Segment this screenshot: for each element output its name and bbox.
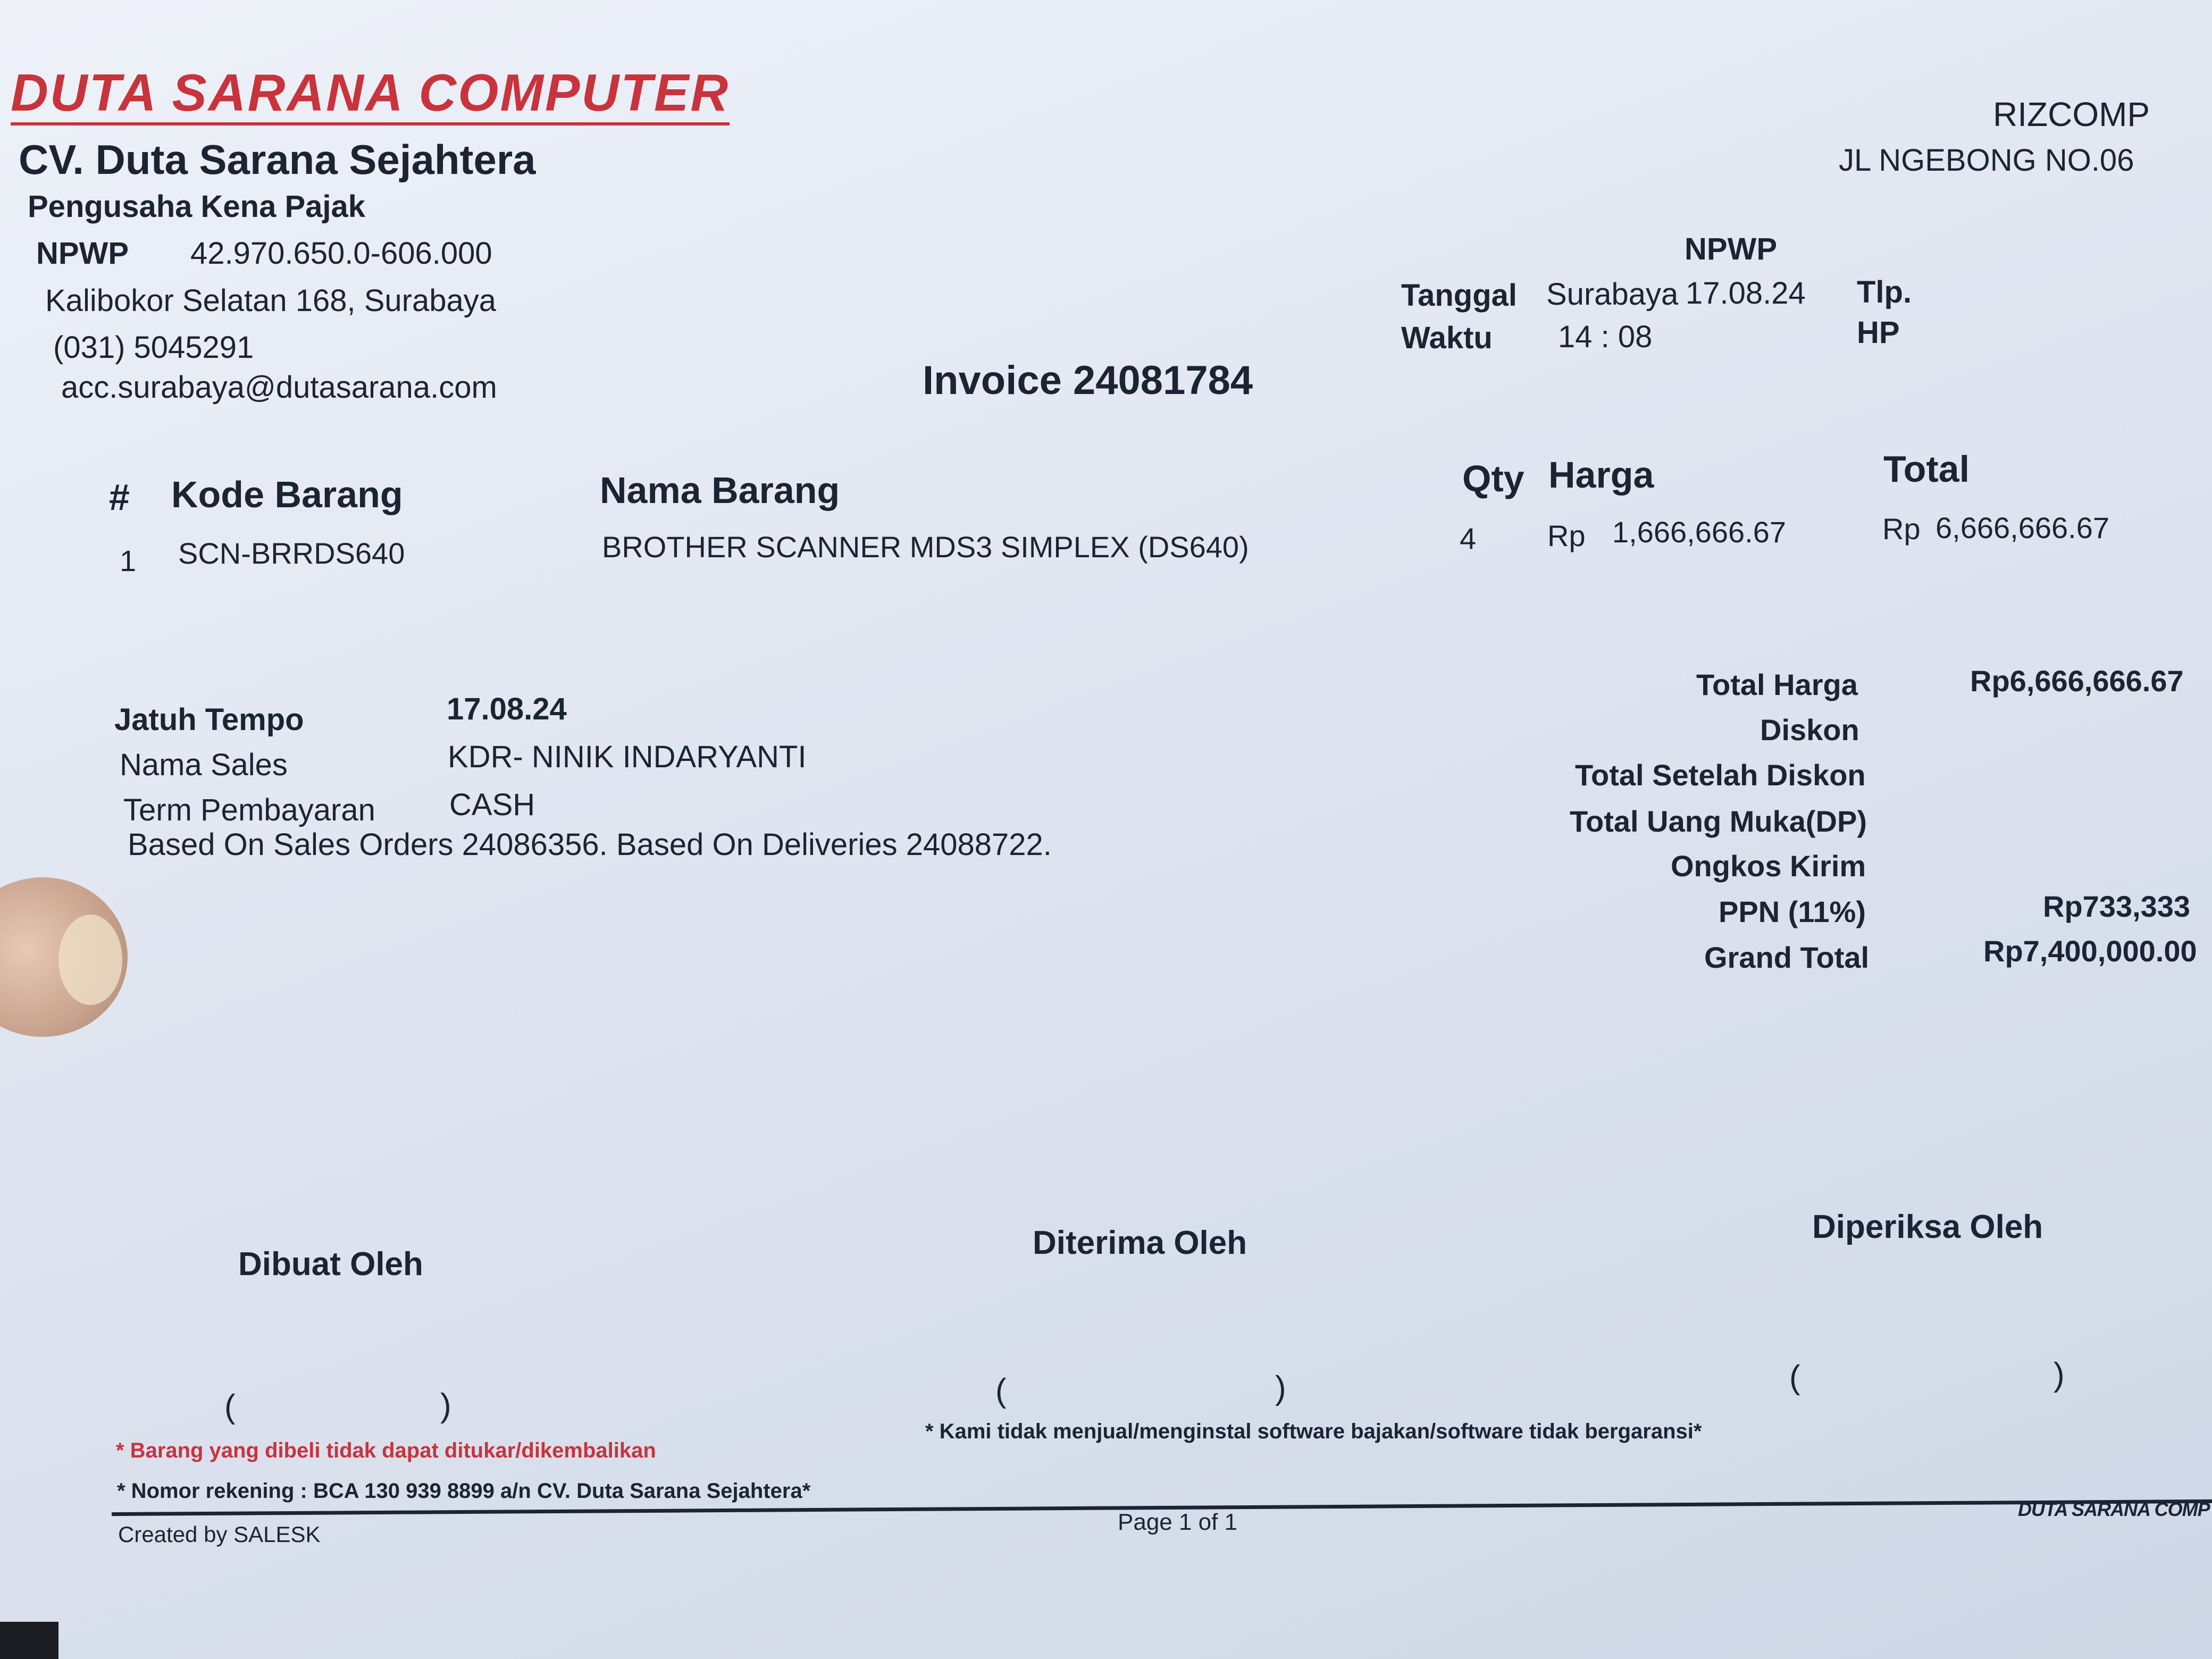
background-corner	[0, 1622, 58, 1659]
tax-status: Pengusaha Kena Pajak	[28, 189, 366, 224]
sig-checked-close: )	[2054, 1356, 2065, 1393]
grand-total-label: Grand Total	[1704, 941, 1870, 974]
term-label: Term Pembayaran	[123, 793, 375, 827]
company-address: Kalibokor Selatan 168, Surabaya	[45, 283, 497, 318]
due-value: 17.08.24	[447, 692, 567, 726]
row-total-currency: Rp	[1882, 512, 1921, 546]
sig-made-open: (	[224, 1388, 236, 1425]
grand-total-value: Rp7,400,000.00	[1983, 934, 2197, 968]
ppn-value: Rp733,333	[2043, 890, 2191, 923]
row-code: SCN-BRRDS640	[178, 537, 405, 570]
brand-logo: DUTA SARANA COMPUTER	[11, 63, 730, 125]
company-phone: (031) 5045291	[53, 330, 254, 365]
customer-npwp-label: NPWP	[1685, 232, 1777, 266]
term-value: CASH	[449, 787, 535, 822]
sig-received-close: )	[1275, 1370, 1286, 1406]
footer-page: Page 1 of 1	[1118, 1509, 1238, 1535]
ongkos-label: Ongkos Kirim	[1671, 849, 1866, 883]
due-label: Jatuh Tempo	[114, 702, 304, 737]
date-city: Surabaya	[1546, 277, 1679, 312]
thumb-nail	[58, 915, 122, 1005]
row-price-currency: Rp	[1547, 519, 1586, 552]
company-email: acc.surabaya@dutasarana.com	[61, 370, 497, 405]
sig-made-close: )	[440, 1387, 451, 1424]
npwp-label: NPWP	[36, 236, 129, 271]
date-label: Tanggal	[1401, 278, 1518, 313]
col-header-total: Total	[1883, 448, 1970, 490]
date-value: 17.08.24	[1686, 276, 1806, 311]
sig-made-by: Dibuat Oleh	[238, 1246, 423, 1283]
total-harga-value: Rp6,666,666.67	[1970, 664, 2184, 698]
note-account: * Nomor rekening : BCA 130 939 8899 a/n CV. Duta Sarana Sejahtera*	[117, 1479, 811, 1503]
total-harga-label: Total Harga	[1696, 668, 1858, 701]
time-value: 14 : 08	[1558, 320, 1653, 354]
setelah-diskon-label: Total Setelah Diskon	[1575, 758, 1866, 792]
hp-label: HP	[1857, 315, 1900, 350]
footer-created-by: Created by SALESK	[118, 1522, 321, 1547]
row-qty: 4	[1460, 522, 1477, 555]
invoice-title: Invoice 24081784	[923, 358, 1253, 403]
ppn-label: PPN (11%)	[1719, 895, 1866, 928]
col-header-name: Nama Barang	[600, 470, 840, 511]
note-software: * Kami tidak menjual/menginstal software bajakan/software tidak bergaransi*	[925, 1420, 1702, 1443]
sig-received-by: Diterima Oleh	[1033, 1225, 1247, 1261]
based-on: Based On Sales Orders 24086356. Based On Deliveries 24088722.	[128, 827, 1052, 862]
row-price: 1,666,666.67	[1612, 515, 1786, 549]
diskon-label: Diskon	[1760, 713, 1859, 747]
sig-checked-open: (	[1789, 1359, 1800, 1396]
sig-received-open: (	[995, 1372, 1007, 1409]
note-no-return: * Barang yang dibeli tidak dapat ditukar/dikembalikan	[116, 1439, 656, 1462]
sig-checked-by: Diperiksa Oleh	[1812, 1209, 2043, 1245]
row-name: BROTHER SCANNER MDS3 SIMPLEX (DS640)	[602, 530, 1249, 564]
company-name: CV. Duta Sarana Sejahtera	[19, 136, 536, 183]
col-header-no: #	[109, 476, 130, 518]
customer-address: JL NGEBONG NO.06	[1839, 143, 2134, 178]
tlp-label: Tlp.	[1857, 275, 1912, 309]
col-header-code: Kode Barang	[171, 474, 403, 515]
col-header-price: Harga	[1548, 454, 1654, 496]
sales-label: Nama Sales	[120, 748, 288, 782]
uang-muka-label: Total Uang Muka(DP)	[1570, 805, 1867, 838]
time-label: Waktu	[1401, 321, 1493, 355]
footer-brand-small: DUTA SARANA COMP	[2018, 1498, 2210, 1520]
row-total: 6,666,666.67	[1936, 511, 2109, 544]
row-no: 1	[120, 544, 137, 577]
customer-name: RIZCOMP	[1993, 95, 2150, 133]
col-header-qty: Qty	[1462, 458, 1524, 499]
npwp-value: 42.970.650.0-606.000	[190, 236, 492, 271]
sales-value: KDR- NINIK INDARYANTI	[448, 740, 807, 774]
